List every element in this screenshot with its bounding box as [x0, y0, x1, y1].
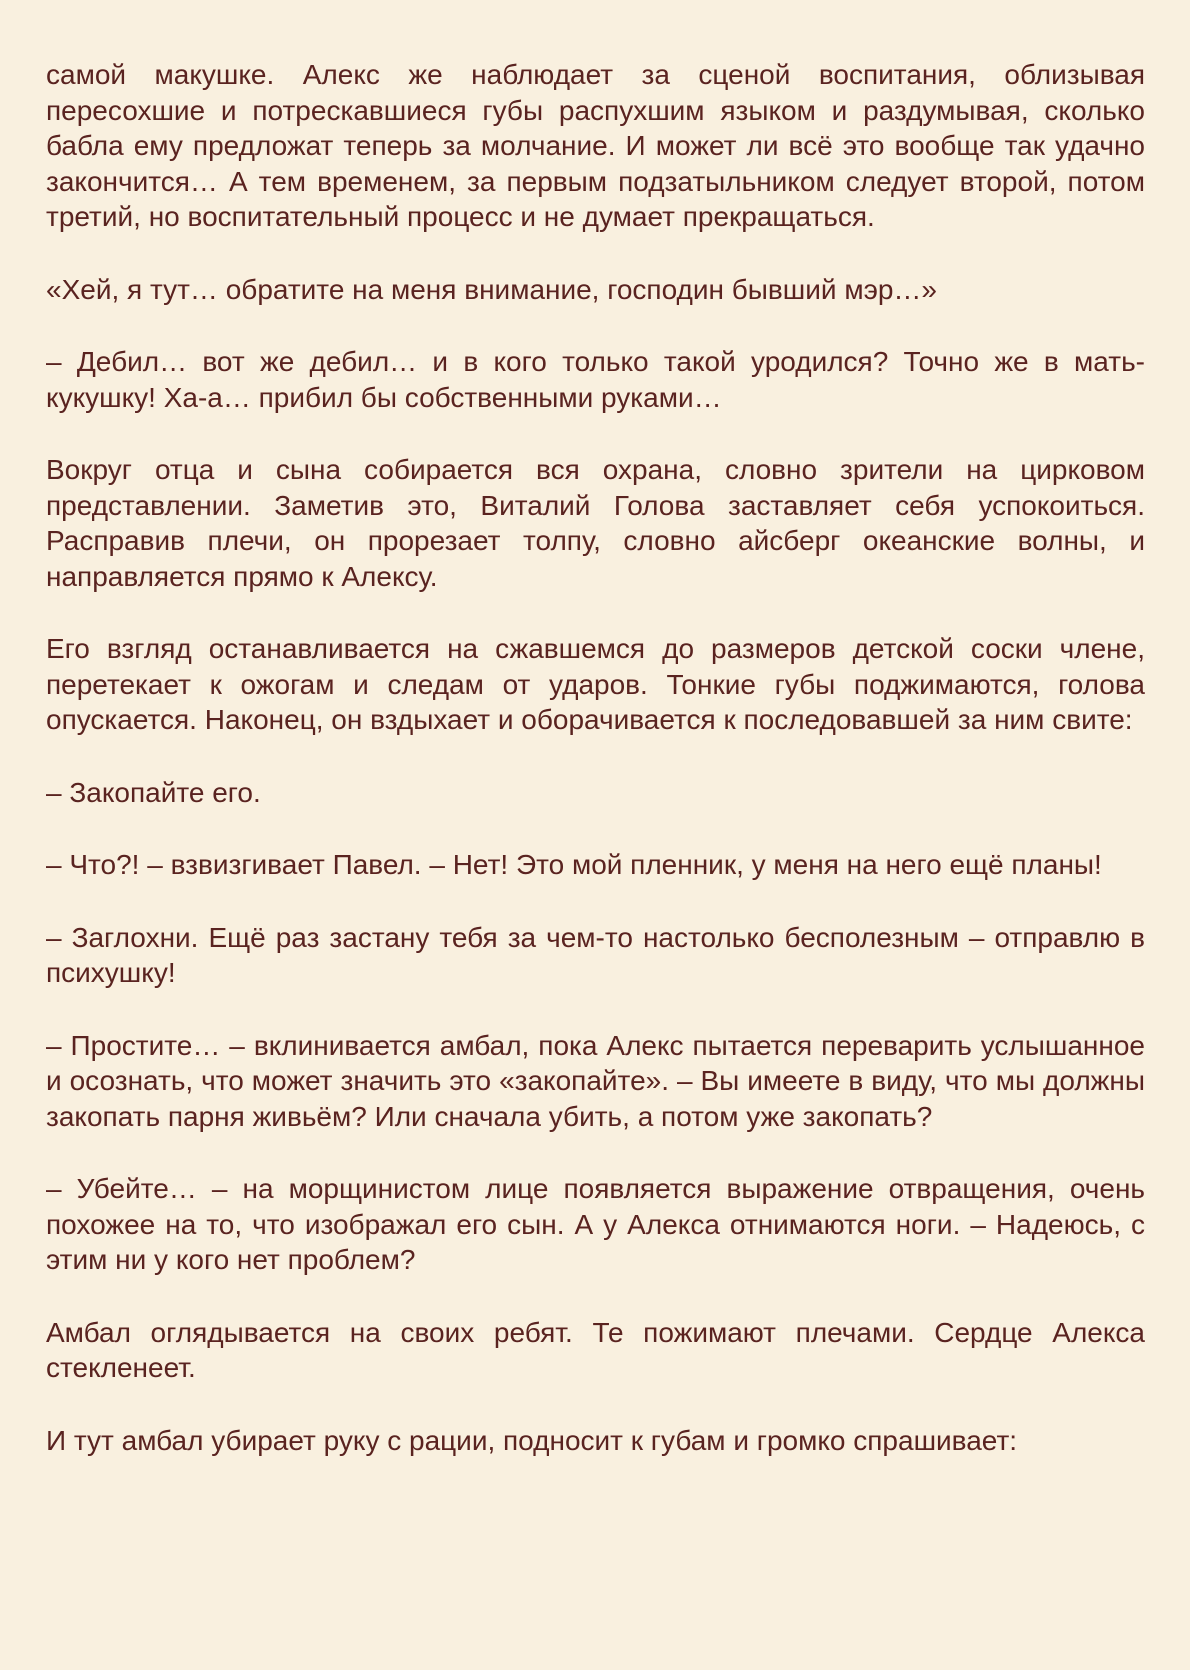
paragraph: И тут амбал убирает руку с рации, подносит к губам и громко спрашивает:	[46, 1424, 1018, 1456]
document-body	[46, 57, 1145, 1458]
paragraph: Его взгляд останавливается на сжавшемся до размеров детской соски члене, перетекает к ожогам и следам от ударов. Тонкие губы поджимаются, голова опускается. Наконец, он вздыхает и оборачивается к последовавшей за ним свите:	[46, 633, 1145, 735]
paragraph: – Простите… – вклинивается амбал, пока Алекс пытается переварить услышанное и осознать, что может значить это «закопайте». – Вы имеете в виду, что мы должны закопать парня живьём? Или сначала убить, а потом уже закопать?	[46, 1029, 1145, 1132]
paragraph: – Что?! – взвизгивает Павел. – Нет! Это мой пленник, у меня на него ещё планы!	[46, 849, 1102, 880]
paragraph: «Хей, я тут… обратите на меня внимание, господин бывший мэр…»	[46, 273, 937, 305]
paragraph: Амбал оглядывается на своих ребят. Те пожимают плечами. Сердце Алекса стекленеет.	[46, 1316, 1145, 1383]
paragraph: – Дебил… вот же дебил… и в кого только такой уродился? Точно же в мать-кукушку! Ха-а… прибил бы собственными руками…	[46, 346, 1145, 413]
paragraph: – Заглохни. Ещё раз застану тебя за чем-то настолько бесполезным – отправлю в психушку!	[46, 921, 1145, 988]
paragraph: Вокруг отца и сына собирается вся охрана, словно зрители на цирковом представлении. Заметив это, Виталий Голова заставляет себя успокоиться. Расправив плечи, он прорезает толпу, словно айсберг океанские волны, и направляется прямо к Алексу.	[46, 454, 1145, 592]
paragraph: – Закопайте его.	[46, 776, 261, 808]
paragraph: самой макушке. Алекс же наблюдает за сценой воспитания, облизывая пересохшие и потрескавшиеся губы распухшим языком и раздумывая, сколько бабла ему предложат теперь за молчание. И может ли всё это вообще так удачно закончится… А тем временем, за первым подзатыльником следует второй, потом третий, но воспитательный процесс и не думает прекращаться.	[46, 59, 1145, 232]
paragraph: – Убейте… – на морщинистом лице появляется выражение отвращения, очень похожее на то, что изображал его сын. А у Алекса отнимаются ноги. – Надеюсь, с этим ни у кого нет проблем?	[46, 1173, 1145, 1275]
